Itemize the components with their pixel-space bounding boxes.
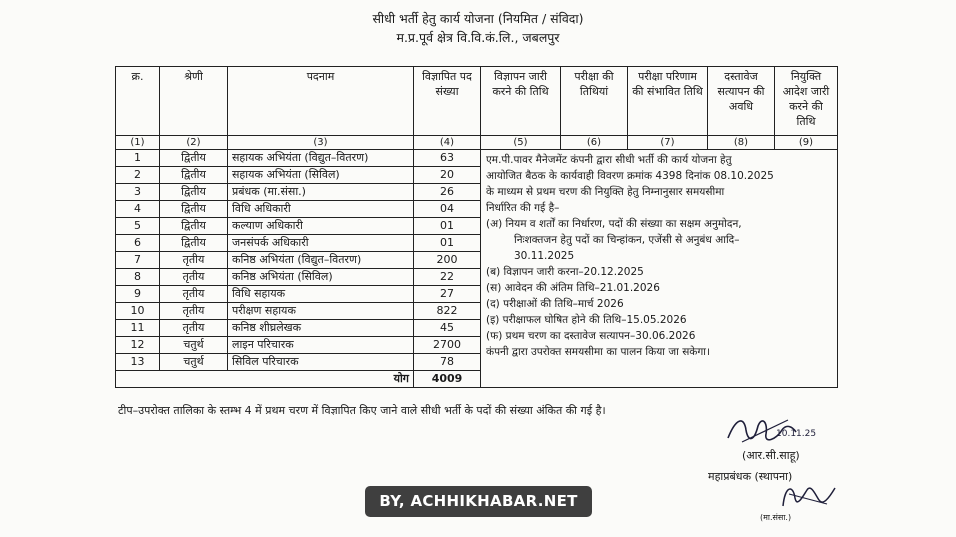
row-serial-number: 3: [116, 184, 160, 201]
document-subtitle: म.प्र.पूर्व क्षेत्र वि.वि.कं.लि., जबलपुर: [396, 30, 560, 45]
schedule-line: निःशक्तजन हेतु पदों का चिन्हांकन, एजेंसी से अनुबंध आदि–: [514, 234, 740, 246]
row-serial-number: 2: [116, 167, 160, 184]
row-category: द्वितीय: [160, 150, 228, 167]
col-header-exam-dates: परीक्षा की तिथियां: [561, 67, 628, 136]
row-serial-number: 10: [116, 303, 160, 320]
row-post-name: कनिष्ठ शीघ्रलेखक: [228, 320, 414, 337]
row-category: द्वितीय: [160, 218, 228, 235]
secondary-signature-mark: [775, 476, 845, 516]
col-header-sn: क्र.: [116, 67, 160, 136]
table-header-row: [116, 67, 838, 136]
col-header-category: श्रेणी: [160, 67, 228, 136]
row-post-name: विधि अधिकारी: [228, 201, 414, 218]
row-serial-number: 11: [116, 320, 160, 337]
row-post-count: 01: [414, 218, 481, 235]
footnote: टीप–उपरोक्त तालिका के स्तम्भ 4 में प्रथम चरण में विज्ञापित किए जाने वाले सीधी भर्ती के पदों की संख्या अंकित की गई है।: [118, 404, 606, 417]
schedule-line: (फ) प्रथम चरण का दस्तावेज सत्यापन–30.06.2026: [486, 330, 696, 342]
row-post-count: 78: [414, 354, 481, 371]
schedule-line: (स) आवेदन की अंतिम तिथि–21.01.2026: [486, 282, 660, 294]
row-post-count: 26: [414, 184, 481, 201]
signatory-title: महाप्रबंधक (स्थापना): [708, 470, 793, 483]
row-category: चतुर्थ: [160, 354, 228, 371]
row-serial-number: 5: [116, 218, 160, 235]
col-header-appointment: नियुक्ति आदेश जारी करने की तिथि: [775, 67, 838, 136]
total-label: योग: [116, 371, 414, 388]
schedule-line: कंपनी द्वारा उपरोक्त समयसीमा का पालन किया जा सकेगा।: [486, 346, 710, 358]
table-row: [116, 150, 838, 167]
row-post-count: 200: [414, 252, 481, 269]
schedule-line: आयोजित बैठक के कार्यवाही विवरण क्रमांक 4398 दिनांक 08.10.2025: [486, 170, 774, 182]
signatory-name: (आर.सी.साहू): [742, 449, 800, 462]
row-post-name: जनसंपर्क अधिकारी: [228, 235, 414, 252]
row-post-count: 20: [414, 167, 481, 184]
col-number: (6): [561, 136, 628, 150]
schedule-line: (द) परीक्षाओं की तिथि–मार्च 2026: [486, 298, 624, 310]
schedule-line: (अ) नियम व शर्तों का निर्धारण, पदों की संख्या का सक्षम अनुमोदन,: [486, 218, 742, 230]
row-post-count: 01: [414, 235, 481, 252]
col-number: (9): [775, 136, 838, 150]
row-post-name: कनिष्ठ अभियंता (सिविल): [228, 269, 414, 286]
row-post-name: प्रबंधक (मा.संसा.): [228, 184, 414, 201]
row-post-name: कल्याण अधिकारी: [228, 218, 414, 235]
col-number: (7): [628, 136, 708, 150]
column-number-row: [116, 136, 838, 150]
row-serial-number: 9: [116, 286, 160, 303]
col-header-advt-date: विज्ञापन जारी करने की तिथि: [481, 67, 561, 136]
col-number: (3): [228, 136, 414, 150]
row-serial-number: 6: [116, 235, 160, 252]
signature-mark: [722, 412, 817, 452]
row-post-count: 27: [414, 286, 481, 303]
row-serial-number: 13: [116, 354, 160, 371]
row-category: द्वितीय: [160, 235, 228, 252]
row-post-count: 2700: [414, 337, 481, 354]
row-category: द्वितीय: [160, 167, 228, 184]
schedule-line: एम.पी.पावर मैनेजमेंट कंपनी द्वारा सीधी भर्ती की कार्य योजना हेतु: [486, 154, 732, 166]
col-number: (4): [414, 136, 481, 150]
row-category: तृतीय: [160, 303, 228, 320]
row-serial-number: 7: [116, 252, 160, 269]
col-header-doc-verify: दस्तावेज सत्यापन की अवधि: [708, 67, 775, 136]
col-number: (8): [708, 136, 775, 150]
row-category: द्वितीय: [160, 201, 228, 218]
row-post-count: 04: [414, 201, 481, 218]
row-serial-number: 4: [116, 201, 160, 218]
total-value: 4009: [414, 371, 481, 388]
recruitment-table: [115, 66, 838, 388]
row-category: तृतीय: [160, 320, 228, 337]
schedule-text-cell: [481, 150, 838, 388]
row-category: द्वितीय: [160, 184, 228, 201]
row-serial-number: 8: [116, 269, 160, 286]
col-header-result-date: परीक्षा परिणाम की संभावित तिथि: [628, 67, 708, 136]
col-header-post: पदनाम: [228, 67, 414, 136]
row-category: चतुर्थ: [160, 337, 228, 354]
row-post-count: 45: [414, 320, 481, 337]
col-number: (5): [481, 136, 561, 150]
row-post-name: परीक्षण सहायक: [228, 303, 414, 320]
row-post-name: कनिष्ठ अभियंता (विद्युत–वितरण): [228, 252, 414, 269]
row-category: तृतीय: [160, 269, 228, 286]
schedule-line: के माध्यम से प्रथम चरण की नियुक्ति हेतु निम्नानुसार समयसीमा: [486, 186, 725, 198]
document-title: सीधी भर्ती हेतु कार्य योजना (नियमित / संविदा): [372, 11, 584, 26]
secondary-signatory-label: (मा.संसा.): [760, 513, 792, 522]
row-serial-number: 12: [116, 337, 160, 354]
row-post-name: विधि सहायक: [228, 286, 414, 303]
row-post-count: 822: [414, 303, 481, 320]
row-category: तृतीय: [160, 252, 228, 269]
row-category: तृतीय: [160, 286, 228, 303]
row-post-count: 22: [414, 269, 481, 286]
row-serial-number: 1: [116, 150, 160, 167]
col-number: (2): [160, 136, 228, 150]
schedule-line: निर्धारित की गई है–: [486, 202, 560, 214]
col-header-count: विज्ञापित पद संख्या: [414, 67, 481, 136]
schedule-line: (इ) परीक्षाफल घोषित होने की तिथि–15.05.2026: [486, 314, 687, 326]
row-post-name: सिविल परिचारक: [228, 354, 414, 371]
col-number: (1): [116, 136, 160, 150]
schedule-line: 30.11.2025: [514, 250, 575, 262]
schedule-line: (ब) विज्ञापन जारी करना–20.12.2025: [486, 266, 644, 278]
row-post-name: सहायक अभियंता (सिविल): [228, 167, 414, 184]
signature-date: 10.11.25: [776, 429, 817, 439]
watermark-badge: BY, ACHHIKHABAR.NET: [365, 486, 592, 517]
row-post-name: लाइन परिचारक: [228, 337, 414, 354]
row-post-name: सहायक अभियंता (विद्युत–वितरण): [228, 150, 414, 167]
row-post-count: 63: [414, 150, 481, 167]
